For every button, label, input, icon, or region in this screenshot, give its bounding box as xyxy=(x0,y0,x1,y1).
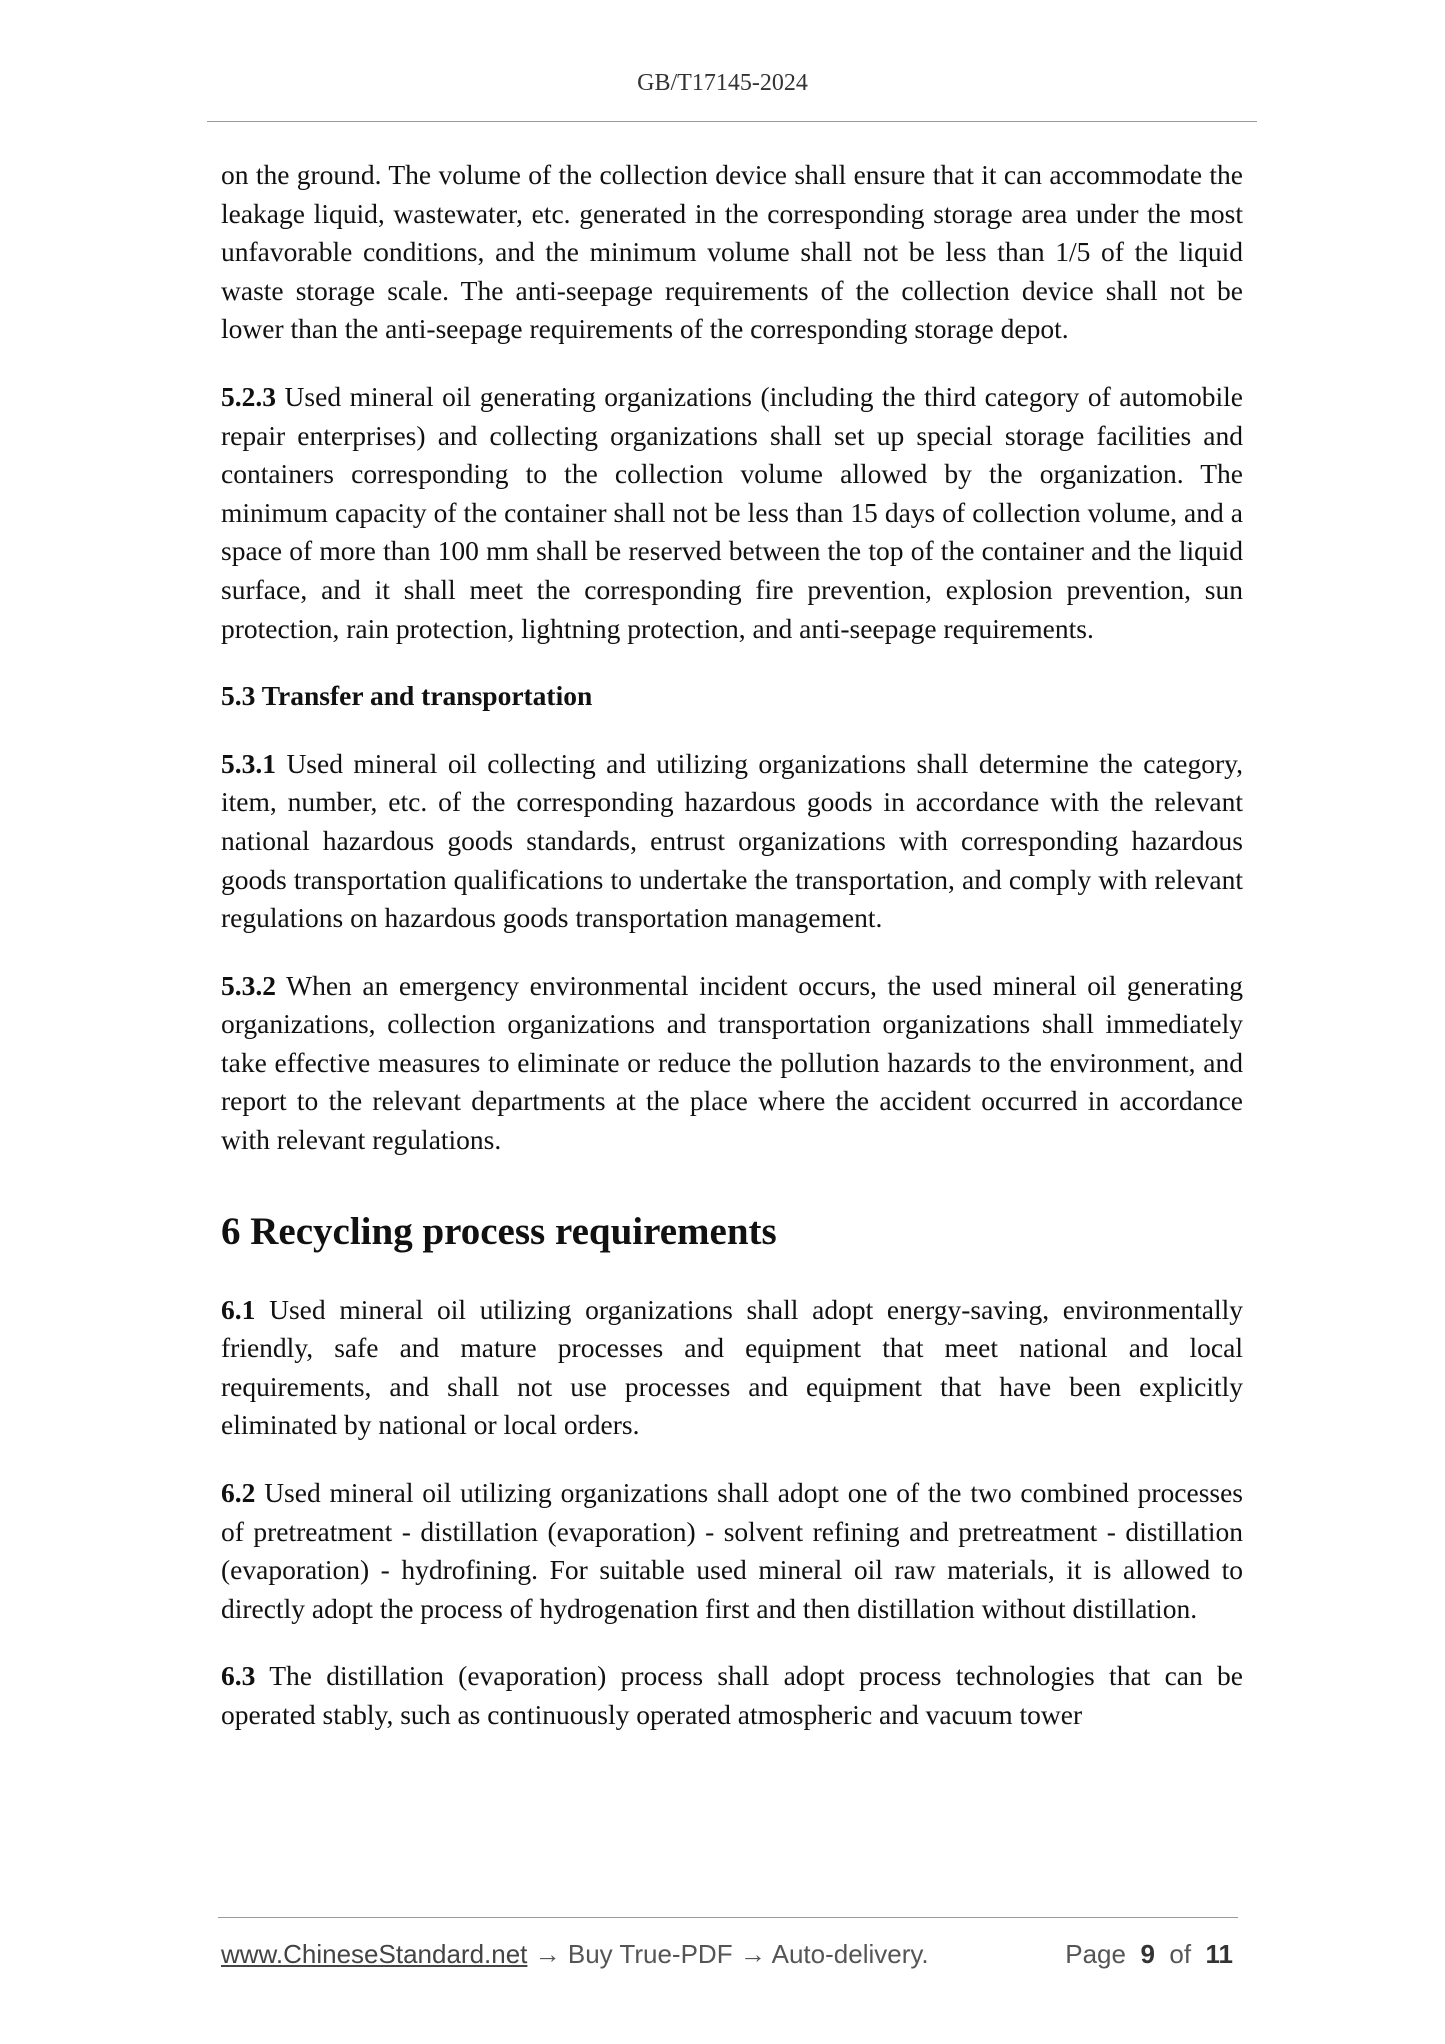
clause-5-3-2 xyxy=(221,967,1243,1160)
page-header: GB/T17145-2024 xyxy=(637,70,808,96)
clause-number: 6.3 xyxy=(221,1660,256,1692)
footer-promo xyxy=(221,1939,929,1970)
header-divider xyxy=(207,121,1257,122)
section-heading: 6 Recycling process requirements xyxy=(221,1209,777,1253)
clause-text: Used mineral oil generating organizations (including the third category of automobile repair enterprises) and collecting organizations shall set up special storage facilities and containers corresponding to the collection volume allowed by the organization. The minimum capacity of the container shall not be less than 15 days of collection volume, and a space of more than 100 mm shall be reserved between the top of the container and the liquid surface, and it shall meet the corresponding fire prevention, explosion prevention, sun protection, rain protection, lightning protection, and anti-seepage requirements. xyxy=(221,380,1243,644)
clause-number: 6.1 xyxy=(221,1293,256,1325)
clause-6-1 xyxy=(221,1291,1243,1445)
clause-number: 5.3.1 xyxy=(221,747,276,779)
page-label: Page xyxy=(1065,1939,1126,1969)
page-current: 9 xyxy=(1140,1939,1155,1969)
page-indicator xyxy=(1065,1939,1233,1970)
arrow-right-icon: → xyxy=(534,1939,561,1969)
paragraph-text: on the ground. The volume of the collection device shall ensure that it can accommodate the leakage liquid, wastewater, etc. generated in the corresponding storage area under the most unfavorable conditions, and the minimum volume shall not be less than 1/5 of the liquid waste storage scale. The anti-seepage requirements of the collection device shall not be lower than the anti-seepage requirements of the corresponding storage depot. xyxy=(221,159,1243,345)
clause-number: 5.2.3 xyxy=(221,380,276,412)
site-link[interactable]: www.ChineseStandard.net xyxy=(221,1939,528,1969)
page-total: 11 xyxy=(1205,1939,1233,1969)
clause-text: Used mineral oil utilizing organizations shall adopt one of the two combined processes of pretreatment - distillation (evaporation) - solvent refining and pretreatment - distillation (evaporation) - hydrofining. For suitable used mineral oil raw materials, it is allowed to directly adopt the process of hydrogenation first and then distillation without distillation. xyxy=(221,1477,1244,1624)
of-label: of xyxy=(1169,1939,1192,1969)
clause-text: When an emergency environmental incident occurs, the used mineral oil generating organizations, collection organizations and transportation organizations shall immediately take effective measures to eliminate or reduce the pollution hazards to the environment, and report to the relevant departments at the place where the accident occurred in accordance with relevant regulations. xyxy=(221,969,1243,1156)
clause-number: 6.2 xyxy=(221,1477,256,1509)
footer-divider xyxy=(218,1917,1238,1918)
clause-text: Used mineral oil collecting and utilizing organizations shall determine the category, item, number, etc. of the corresponding hazardous goods in accordance with the relevant national hazardous goods standards, entrust organizations with corresponding hazardous goods transportation qualifications to undertake the transportation, and comply with relevant regulations on hazardous goods transportation management. xyxy=(221,747,1244,934)
clause-text: Used mineral oil utilizing organizations shall adopt energy-saving, environmentally friendly, safe and mature processes and equipment that meet national and local requirements, and shall not use processes and equipment that have been explicitly eliminated by national or local orders. xyxy=(221,1293,1244,1441)
buy-pdf-text: Buy True-PDF xyxy=(567,1939,733,1969)
document-body xyxy=(221,156,1243,1764)
clause-5-3-1 xyxy=(221,745,1243,938)
delivery-text: Auto-delivery. xyxy=(771,1939,929,1969)
arrow-right-icon: → xyxy=(739,1939,766,1969)
clause-6-3 xyxy=(221,1657,1243,1734)
clause-5-2-3 xyxy=(221,378,1243,648)
subsection-heading: 5.3 Transfer and transportation xyxy=(221,680,593,712)
clause-6-2 xyxy=(221,1474,1243,1628)
paragraph xyxy=(221,156,1243,349)
clause-text: The distillation (evaporation) process shall adopt process technologies that can be operated stably, such as continuously operated atmospheric and vacuum tower xyxy=(221,1660,1243,1730)
clause-number: 5.3.2 xyxy=(221,969,276,1001)
